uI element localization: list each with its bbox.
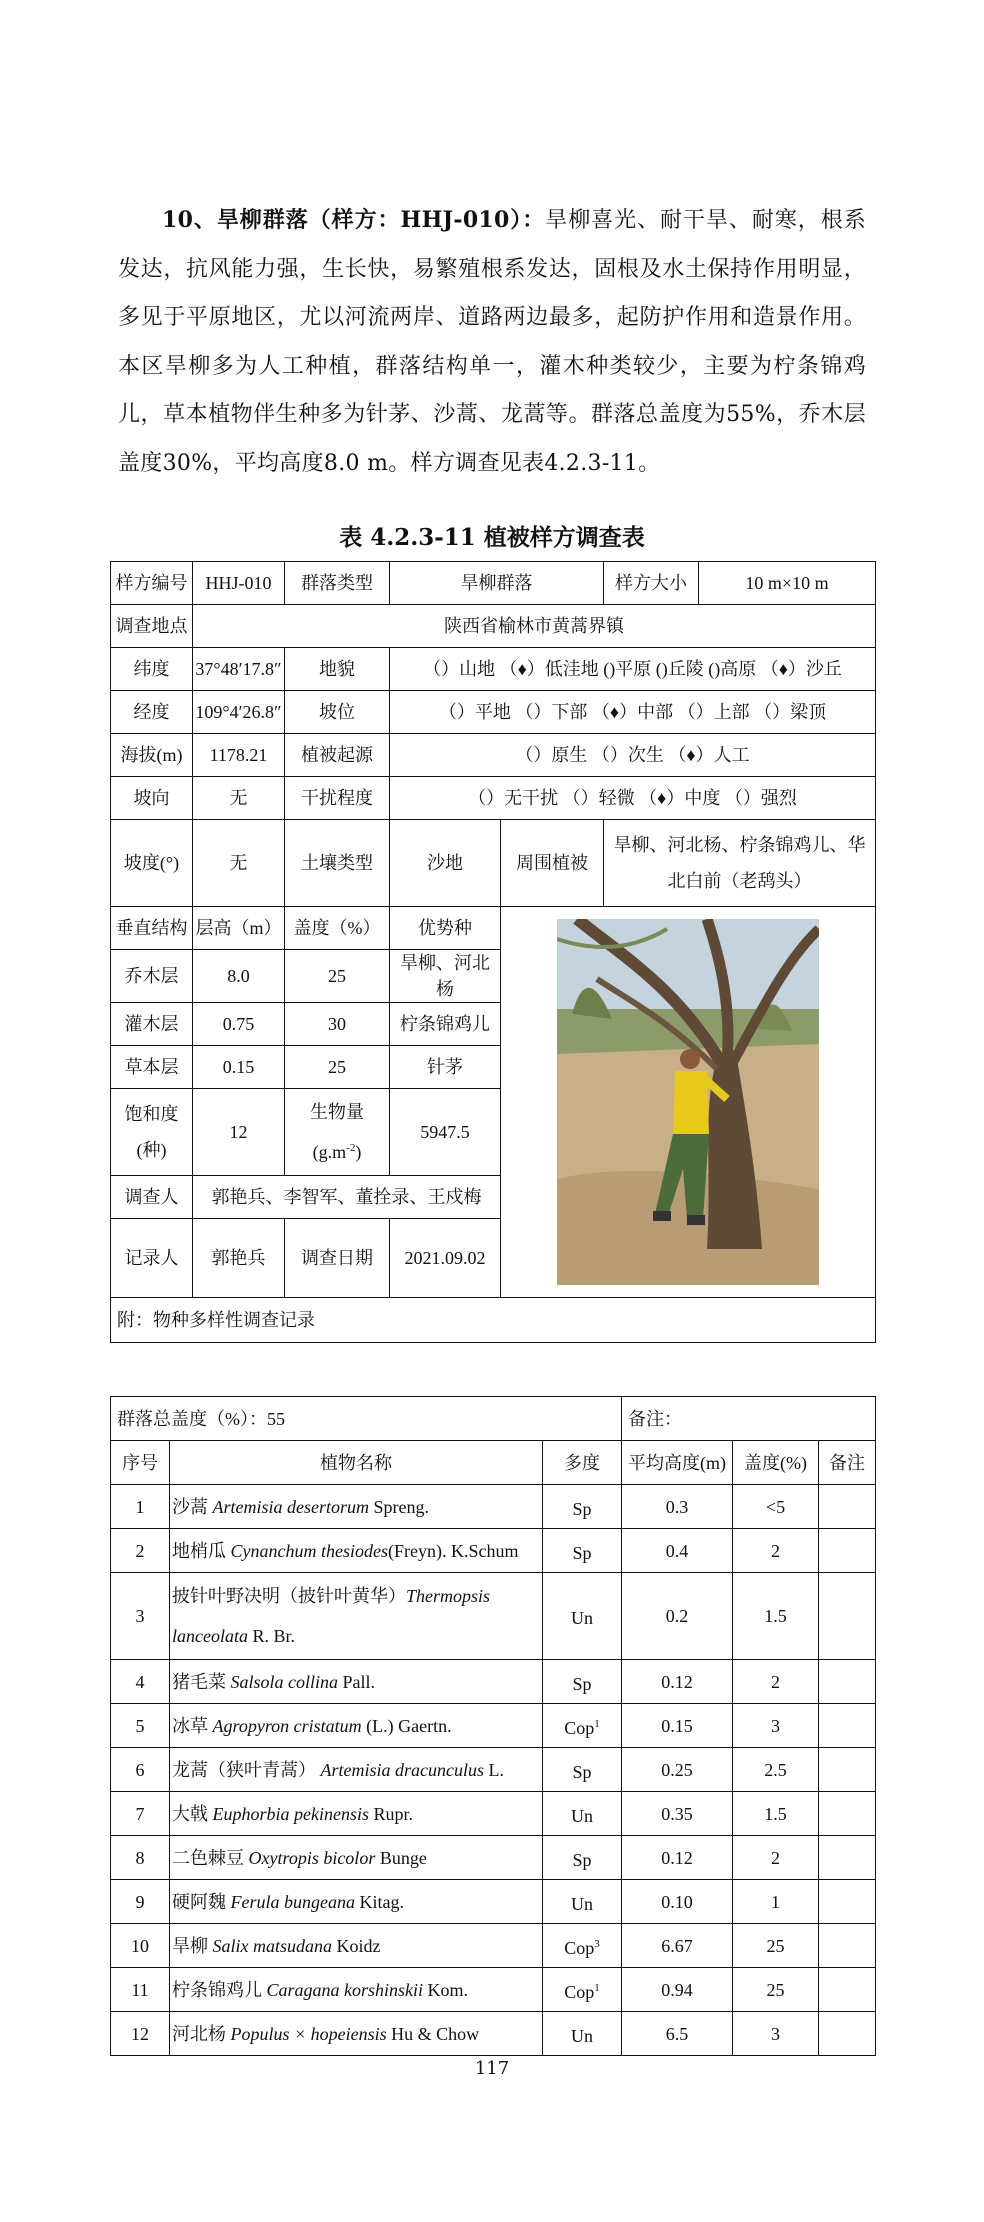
altitude: 1178.21 [193, 734, 285, 777]
layer-cover: 25 [285, 1046, 390, 1089]
plant-cn-name: 披针叶野决明（披针叶黄华） [172, 1586, 406, 1606]
layer-header-height: 层高（m） [193, 907, 285, 950]
plant-name [170, 1836, 543, 1880]
remark [819, 1485, 876, 1529]
species-table [110, 1396, 876, 2056]
soil: 沙地 [390, 820, 501, 907]
plant-sci-name: Ferula bungeana [230, 1891, 355, 1912]
plant-authority: (Freyn). K.Schum [387, 1540, 519, 1561]
total-cover: 55 [267, 1408, 285, 1429]
location: 陕西省榆林市黄蒿界镇 [193, 605, 876, 648]
plant-cn-name: 龙蒿（狭叶青蒿） [172, 1759, 321, 1780]
longitude: 109°4′26.8″ [193, 691, 285, 734]
cover: 2 [733, 1660, 819, 1704]
abundance: Un [543, 1792, 622, 1836]
plot-photo [557, 919, 819, 1285]
avg-height: 0.4 [622, 1529, 733, 1573]
latitude-label: 纬度 [111, 648, 193, 691]
avg-height: 6.5 [622, 2012, 733, 2056]
avg-height: 0.12 [622, 1660, 733, 1704]
avg-height: 0.10 [622, 1880, 733, 1924]
cover: 1.5 [733, 1573, 819, 1660]
plant-name [170, 1573, 543, 1660]
row-no: 3 [111, 1573, 170, 1660]
col-height-header: 平均高度(m) [622, 1441, 733, 1485]
remark [819, 2012, 876, 2056]
row-no: 12 [111, 2012, 170, 2056]
plant-cn-name: 柠条锦鸡儿 [172, 1979, 267, 2000]
row-no: 9 [111, 1880, 170, 1924]
species-rows [111, 1485, 876, 2056]
plant-name [170, 1529, 543, 1573]
cover: 1.5 [733, 1792, 819, 1836]
remark [819, 1573, 876, 1660]
remark [819, 1968, 876, 2012]
plant-sci-name: Salix matsudana [212, 1935, 332, 1956]
plant-cn-name: 河北杨 [172, 2023, 231, 2044]
slope: 无 [193, 820, 285, 907]
remark [819, 1836, 876, 1880]
recorder-label: 记录人 [111, 1219, 193, 1298]
plant-authority: (L.) Gaertn. [361, 1715, 452, 1736]
latitude: 37°48′17.8″ [193, 648, 285, 691]
table-row [111, 1924, 876, 1968]
layer-cover: 30 [285, 1003, 390, 1046]
plant-name [170, 2012, 543, 2056]
layer-dominant: 旱柳、河北杨 [390, 950, 501, 1003]
survey-date-label: 调查日期 [285, 1219, 390, 1298]
avg-height: 6.67 [622, 1924, 733, 1968]
plant-name [170, 1968, 543, 2012]
remark [819, 1748, 876, 1792]
table-row [111, 1836, 876, 1880]
remark [819, 1924, 876, 1968]
table-row [111, 1704, 876, 1748]
disturbance: （）无干扰 （）轻微 （♦）中度 （）强烈 [390, 777, 876, 820]
cover: 25 [733, 1968, 819, 2012]
abundance: Cop$^1$ [543, 1704, 622, 1748]
plant-name [170, 1660, 543, 1704]
abundance: Sp [543, 1836, 622, 1880]
biomass: 5947.5 [390, 1089, 501, 1176]
total-cover-label: 群落总盖度（%）： [117, 1408, 267, 1429]
aspect-label: 坡向 [111, 777, 193, 820]
abundance: Cop$^3$ [543, 1924, 622, 1968]
layer-dominant: 柠条锦鸡儿 [390, 1003, 501, 1046]
layer-header-structure: 垂直结构 [111, 907, 193, 950]
biomass-label-cell [285, 1089, 390, 1176]
plant-sci-name: Artemisia dracunculus [320, 1759, 484, 1780]
surrounding-vegetation: 旱柳、河北杨、柠条锦鸡儿、华北白前（老鸹头） [604, 820, 876, 907]
row-no: 6 [111, 1748, 170, 1792]
appendix-note: 附：物种多样性调查记录 [111, 1298, 876, 1343]
plant-authority: Rupr. [368, 1803, 413, 1824]
community-type: 旱柳群落 [390, 562, 604, 605]
table-row [111, 1968, 876, 2012]
abundance: Sp [543, 1660, 622, 1704]
layer-height: 8.0 [193, 950, 285, 1003]
slope-position-label: 坡位 [285, 691, 390, 734]
avg-height: 0.94 [622, 1968, 733, 2012]
layer-height: 0.15 [193, 1046, 285, 1089]
table-row [111, 1660, 876, 1704]
investigators-label: 调查人 [111, 1176, 193, 1219]
layer-name: 灌木层 [111, 1003, 193, 1046]
col-remark-header: 备注 [819, 1441, 876, 1485]
abundance: Sp [543, 1485, 622, 1529]
plant-authority: Spreng. [369, 1496, 429, 1517]
layer-name: 乔木层 [111, 950, 193, 1003]
cover: 2 [733, 1836, 819, 1880]
saturation: 12 [193, 1089, 285, 1176]
avg-height: 0.25 [622, 1748, 733, 1792]
paragraph-heading: 10、旱柳群落（样方：HHJ-010）： [162, 207, 546, 233]
row-no: 10 [111, 1924, 170, 1968]
layer-name: 草本层 [111, 1046, 193, 1089]
cover: 1 [733, 1880, 819, 1924]
body-paragraph [118, 196, 866, 488]
plot-size: 10 m×10 m [699, 562, 876, 605]
plant-sci-name: Agropyron cristatum [212, 1715, 362, 1736]
saturation-label: 饱和度(种) [111, 1089, 193, 1176]
plant-sci-name: Salsola collina [230, 1671, 338, 1692]
origin-label: 植被起源 [285, 734, 390, 777]
plant-cn-name: 硬阿魏 [172, 1891, 231, 1912]
cover: 25 [733, 1924, 819, 1968]
avg-height: 0.3 [622, 1485, 733, 1529]
row-no: 11 [111, 1968, 170, 2012]
plant-cn-name: 大戟 [172, 1803, 213, 1824]
community-type-label: 群落类型 [285, 562, 390, 605]
remark [819, 1792, 876, 1836]
row-no: 2 [111, 1529, 170, 1573]
plant-cn-name: 沙蒿 [172, 1496, 213, 1517]
abundance: Un [543, 1573, 622, 1660]
cover: <5 [733, 1485, 819, 1529]
col-name-header: 植物名称 [170, 1441, 543, 1485]
surrounding-vegetation-label: 周围植被 [501, 820, 604, 907]
survey-date: 2021.09.02 [390, 1219, 501, 1298]
plant-authority: L. [484, 1759, 504, 1780]
plant-authority: Kitag. [354, 1891, 404, 1912]
table-row [111, 1573, 876, 1660]
soil-label: 土壤类型 [285, 820, 390, 907]
location-label: 调查地点 [111, 605, 193, 648]
cover: 2 [733, 1529, 819, 1573]
cover: 2.5 [733, 1748, 819, 1792]
avg-height: 0.2 [622, 1573, 733, 1660]
survey-table [110, 561, 876, 1343]
plant-name [170, 1704, 543, 1748]
plot-no-label: 样方编号 [111, 562, 193, 605]
remark [819, 1704, 876, 1748]
plant-sci-name: Euphorbia pekinensis [212, 1803, 369, 1824]
plot-no: HHJ-010 [193, 562, 285, 605]
abundance: Sp [543, 1529, 622, 1573]
remark [819, 1529, 876, 1573]
layer-header-cover: 盖度（%） [285, 907, 390, 950]
plant-sci-name: Caragana korshinskii [266, 1979, 424, 2000]
plot-photo-cell [501, 907, 876, 1298]
altitude-label: 海拔(m) [111, 734, 193, 777]
abundance: Un [543, 2012, 622, 2056]
longitude-label: 经度 [111, 691, 193, 734]
col-abundance-header: 多度 [543, 1441, 622, 1485]
biomass-label: 生物量 [310, 1102, 364, 1122]
avg-height: 0.35 [622, 1792, 733, 1836]
layer-dominant: 针茅 [390, 1046, 501, 1089]
biomass-unit: $(g.m^{-2})$ [312, 1142, 362, 1162]
plant-cn-name: 冰草 [172, 1715, 213, 1736]
table-row [111, 1880, 876, 1924]
layer-header-dominant: 优势种 [390, 907, 501, 950]
table-row [111, 1485, 876, 1529]
col-no-header: 序号 [111, 1441, 170, 1485]
row-no: 5 [111, 1704, 170, 1748]
plant-sci-name: Oxytropis bicolor [248, 1847, 376, 1868]
plant-sci-name: Populus × hopeiensis [230, 2023, 387, 2044]
table-row [111, 1529, 876, 1573]
abundance: Cop$^1$ [543, 1968, 622, 2012]
plant-cn-name: 旱柳 [172, 1935, 213, 1956]
aspect: 无 [193, 777, 285, 820]
landform-label: 地貌 [285, 648, 390, 691]
abundance: Sp [543, 1748, 622, 1792]
plant-authority: Koidz [332, 1935, 381, 1956]
layer-cover: 25 [285, 950, 390, 1003]
plant-name [170, 1748, 543, 1792]
row-no: 8 [111, 1836, 170, 1880]
row-no: 4 [111, 1660, 170, 1704]
slope-position: （）平地 （）下部 （♦）中部 （）上部 （）梁顶 [390, 691, 876, 734]
plant-authority: Bunge [375, 1847, 427, 1868]
plant-name [170, 1485, 543, 1529]
plant-authority: Hu & Chow [386, 2023, 480, 2044]
plant-cn-name: 地梢瓜 [172, 1540, 231, 1561]
slope-label: 坡度(°) [111, 820, 193, 907]
plant-authority: Pall. [338, 1671, 376, 1692]
plant-sci-name: Thermopsis lanceolata [172, 1586, 491, 1646]
plant-authority: R. Br. [247, 1626, 295, 1646]
total-cover-cell [111, 1397, 622, 1441]
recorder: 郭艳兵 [193, 1219, 285, 1298]
page-number: 117 [474, 2058, 510, 2079]
avg-height: 0.15 [622, 1704, 733, 1748]
remark-label: 备注： [622, 1397, 876, 1441]
plant-name [170, 1880, 543, 1924]
abundance: Un [543, 1880, 622, 1924]
plant-cn-name: 二色棘豆 [172, 1847, 249, 1868]
plant-sci-name: Cynanchum thesiodes [230, 1540, 388, 1561]
col-cover-header: 盖度(%) [733, 1441, 819, 1485]
remark [819, 1880, 876, 1924]
paragraph-body: 旱柳喜光、耐干旱、耐寒，根系发达，抗风能力强，生长快，易繁殖根系发达，固根及水土保持作用明显，多见于平原地区，尤以河流两岸、道路两边最多，起防护作用和造景作用。本区旱柳多为人工种植，群落结构单一，灌木种类较少，主要为柠条锦鸡儿，草本植物伴生种多为针茅、沙蒿、龙蒿等。群落总盖度为55%，乔木层盖度30%，平均高度8.0 m。样方调查见表4.2.3-11。 [118, 208, 867, 476]
table-row [111, 2012, 876, 2056]
table-row [111, 1792, 876, 1836]
cover: 3 [733, 1704, 819, 1748]
landform: （）山地 （♦）低洼地 ()平原 ()丘陵 ()高原 （♦）沙丘 [390, 648, 876, 691]
plant-name [170, 1792, 543, 1836]
plant-name [170, 1924, 543, 1968]
remark [819, 1660, 876, 1704]
row-no: 7 [111, 1792, 170, 1836]
plot-size-label: 样方大小 [604, 562, 699, 605]
table-caption: 表 4.2.3-11 植被样方调查表 [339, 524, 645, 551]
plant-authority: Kom. [423, 1979, 469, 2000]
investigators: 郭艳兵、李智军、董拴录、王戍梅 [193, 1176, 501, 1219]
layer-height: 0.75 [193, 1003, 285, 1046]
cover: 3 [733, 2012, 819, 2056]
disturbance-label: 干扰程度 [285, 777, 390, 820]
row-no: 1 [111, 1485, 170, 1529]
origin: （）原生 （）次生 （♦）人工 [390, 734, 876, 777]
table-row [111, 1748, 876, 1792]
plant-sci-name: Artemisia desertorum [212, 1496, 369, 1517]
plant-cn-name: 猪毛菜 [172, 1671, 231, 1692]
avg-height: 0.12 [622, 1836, 733, 1880]
